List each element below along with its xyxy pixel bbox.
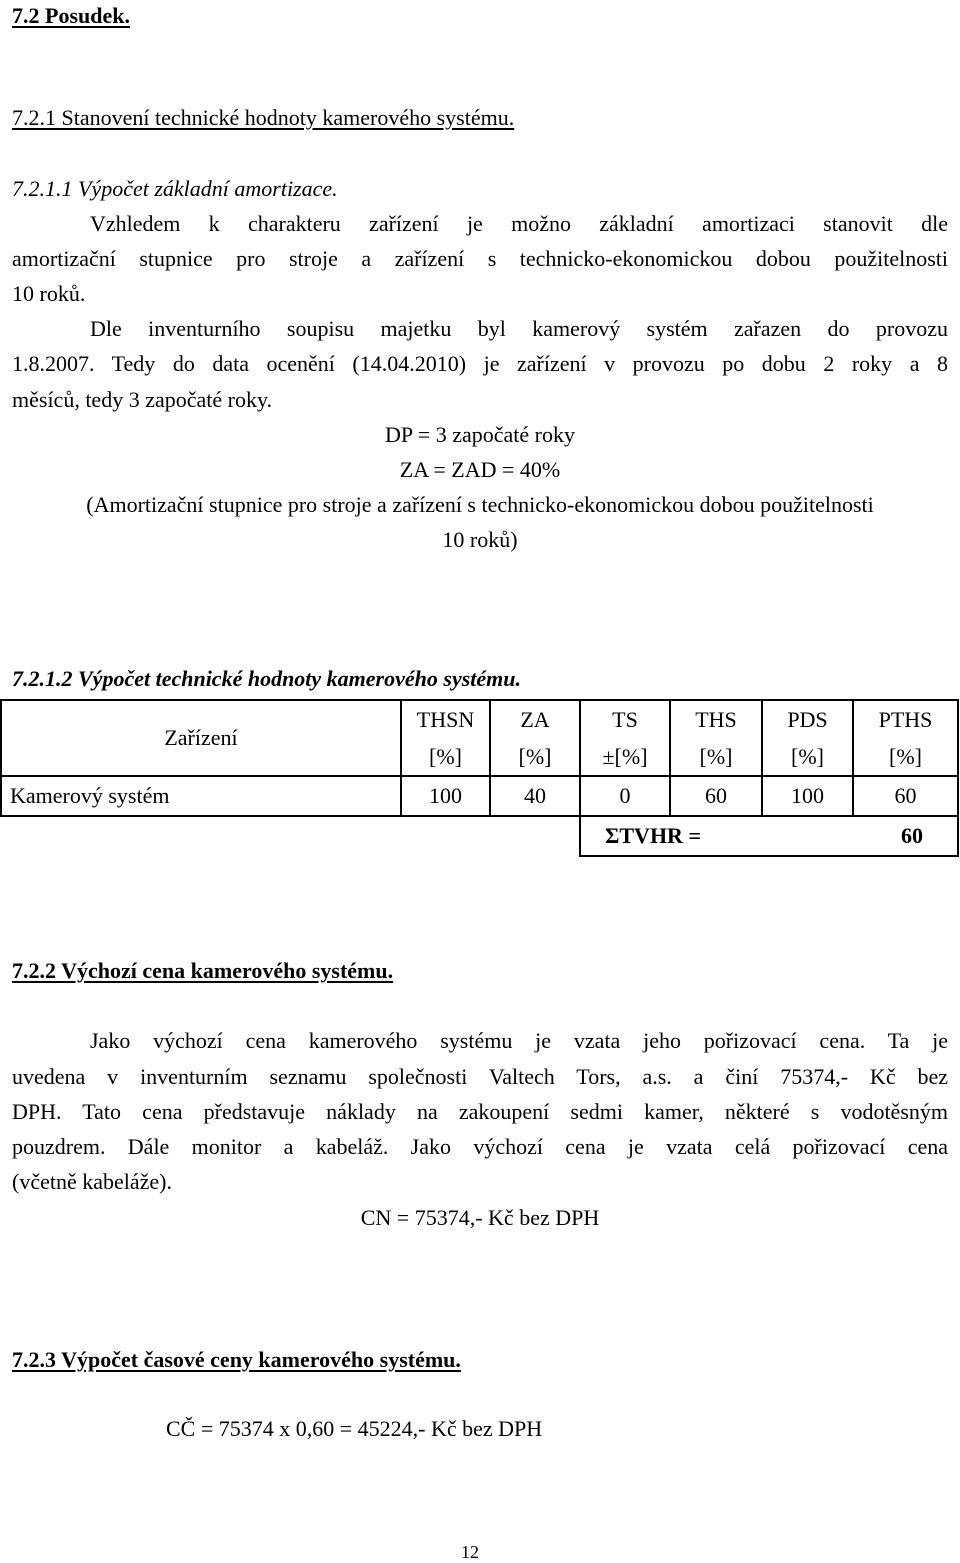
paragraph-amortization-line-1: Vzhledem k charakteru zařízení je možno základní amortizaci stanovit dle <box>90 211 948 236</box>
cell-ts: 0 <box>580 776 670 816</box>
heading-7-2-1-2: 7.2.1.2 Výpočet technické hodnoty kamerového systému. <box>12 666 521 691</box>
heading-7-2-1-1: 7.2.1.1 Výpočet základní amortizace. <box>12 176 338 201</box>
unit-pths: [%] <box>853 738 958 776</box>
heading-7-2-1: 7.2.1 Stanovení technické hodnoty kamerového systému. <box>12 105 515 130</box>
technical-value-table <box>0 699 959 857</box>
paragraph-price-line-3: DPH. Tato cena představuje náklady na zakoupení sedmi kamer, některé s vodotěsným <box>12 1099 948 1124</box>
formula-cc: CČ = 75374 x 0,60 = 45224,- Kč bez DPH <box>166 1416 543 1441</box>
table-row <box>1 776 958 816</box>
heading-7-2: 7.2 Posudek. <box>12 3 130 28</box>
paragraph-inventory-line-3: měsíců, tedy 3 započaté roky. <box>12 387 273 412</box>
header-za: ZA <box>490 700 580 738</box>
paragraph-amortization-line-2: amortizační stupnice pro stroje a zařízení s technicko-ekonomickou dobou použitelnosti <box>12 246 948 271</box>
formula-dp: DP = 3 započaté roky <box>385 422 575 447</box>
header-pths: PTHS <box>853 700 958 738</box>
unit-ths: [%] <box>670 738 762 776</box>
formula-note-line-2: 10 roků) <box>442 527 518 552</box>
cell-pths: 60 <box>853 776 958 816</box>
unit-pds: [%] <box>762 738 853 776</box>
paragraph-price-line-2: uvedena v inventurním seznamu společnosti Valtech Tors, a.s. a činí 75374,- Kč bez <box>12 1064 948 1089</box>
table-sum-row <box>1 816 958 856</box>
header-device: Zařízení <box>1 700 401 776</box>
unit-ts: ±[%] <box>580 738 670 776</box>
heading-7-2-3: 7.2.3 Výpočet časové ceny kamerového systému. <box>12 1347 461 1372</box>
heading-7-2-2: 7.2.2 Výchozí cena kamerového systému. <box>12 958 394 983</box>
row-device-name: Kamerový systém <box>1 776 401 816</box>
page-number: 12 <box>461 1542 479 1562</box>
paragraph-price-line-1: Jako výchozí cena kamerového systému je vzata jeho pořizovací cena. Ta je <box>90 1028 948 1053</box>
paragraph-price-line-4: pouzdrem. Dále monitor a kabeláž. Jako výchozí cena je vzata celá pořizovací cena <box>12 1134 948 1159</box>
formula-note-line-1: (Amortizační stupnice pro stroje a zařízení s technicko-ekonomickou dobou použitelnosti <box>86 492 874 517</box>
header-pds: PDS <box>762 700 853 738</box>
unit-za: [%] <box>490 738 580 776</box>
header-ts: TS <box>580 700 670 738</box>
paragraph-inventory-line-1: Dle inventurního soupisu majetku byl kamerový systém zařazen do provozu <box>90 316 948 341</box>
sum-value: 60 <box>762 816 958 856</box>
cell-za: 40 <box>490 776 580 816</box>
formula-cn: CN = 75374,- Kč bez DPH <box>360 1205 600 1230</box>
table-header-row <box>1 700 958 738</box>
header-thsn: THSN <box>401 700 490 738</box>
paragraph-amortization-line-3: 10 roků. <box>12 281 86 306</box>
sum-label: ΣTVHR = <box>580 816 762 856</box>
formula-za: ZA = ZAD = 40% <box>399 457 561 482</box>
cell-pds: 100 <box>762 776 853 816</box>
cell-thsn: 100 <box>401 776 490 816</box>
paragraph-price-line-5: (včetně kabeláže). <box>12 1169 172 1194</box>
header-ths: THS <box>670 700 762 738</box>
cell-ths: 60 <box>670 776 762 816</box>
unit-thsn: [%] <box>401 738 490 776</box>
paragraph-inventory-line-2: 1.8.2007. Tedy do data ocenění (14.04.2010) je zařízení v provozu po dobu 2 roky a 8 <box>12 351 948 376</box>
